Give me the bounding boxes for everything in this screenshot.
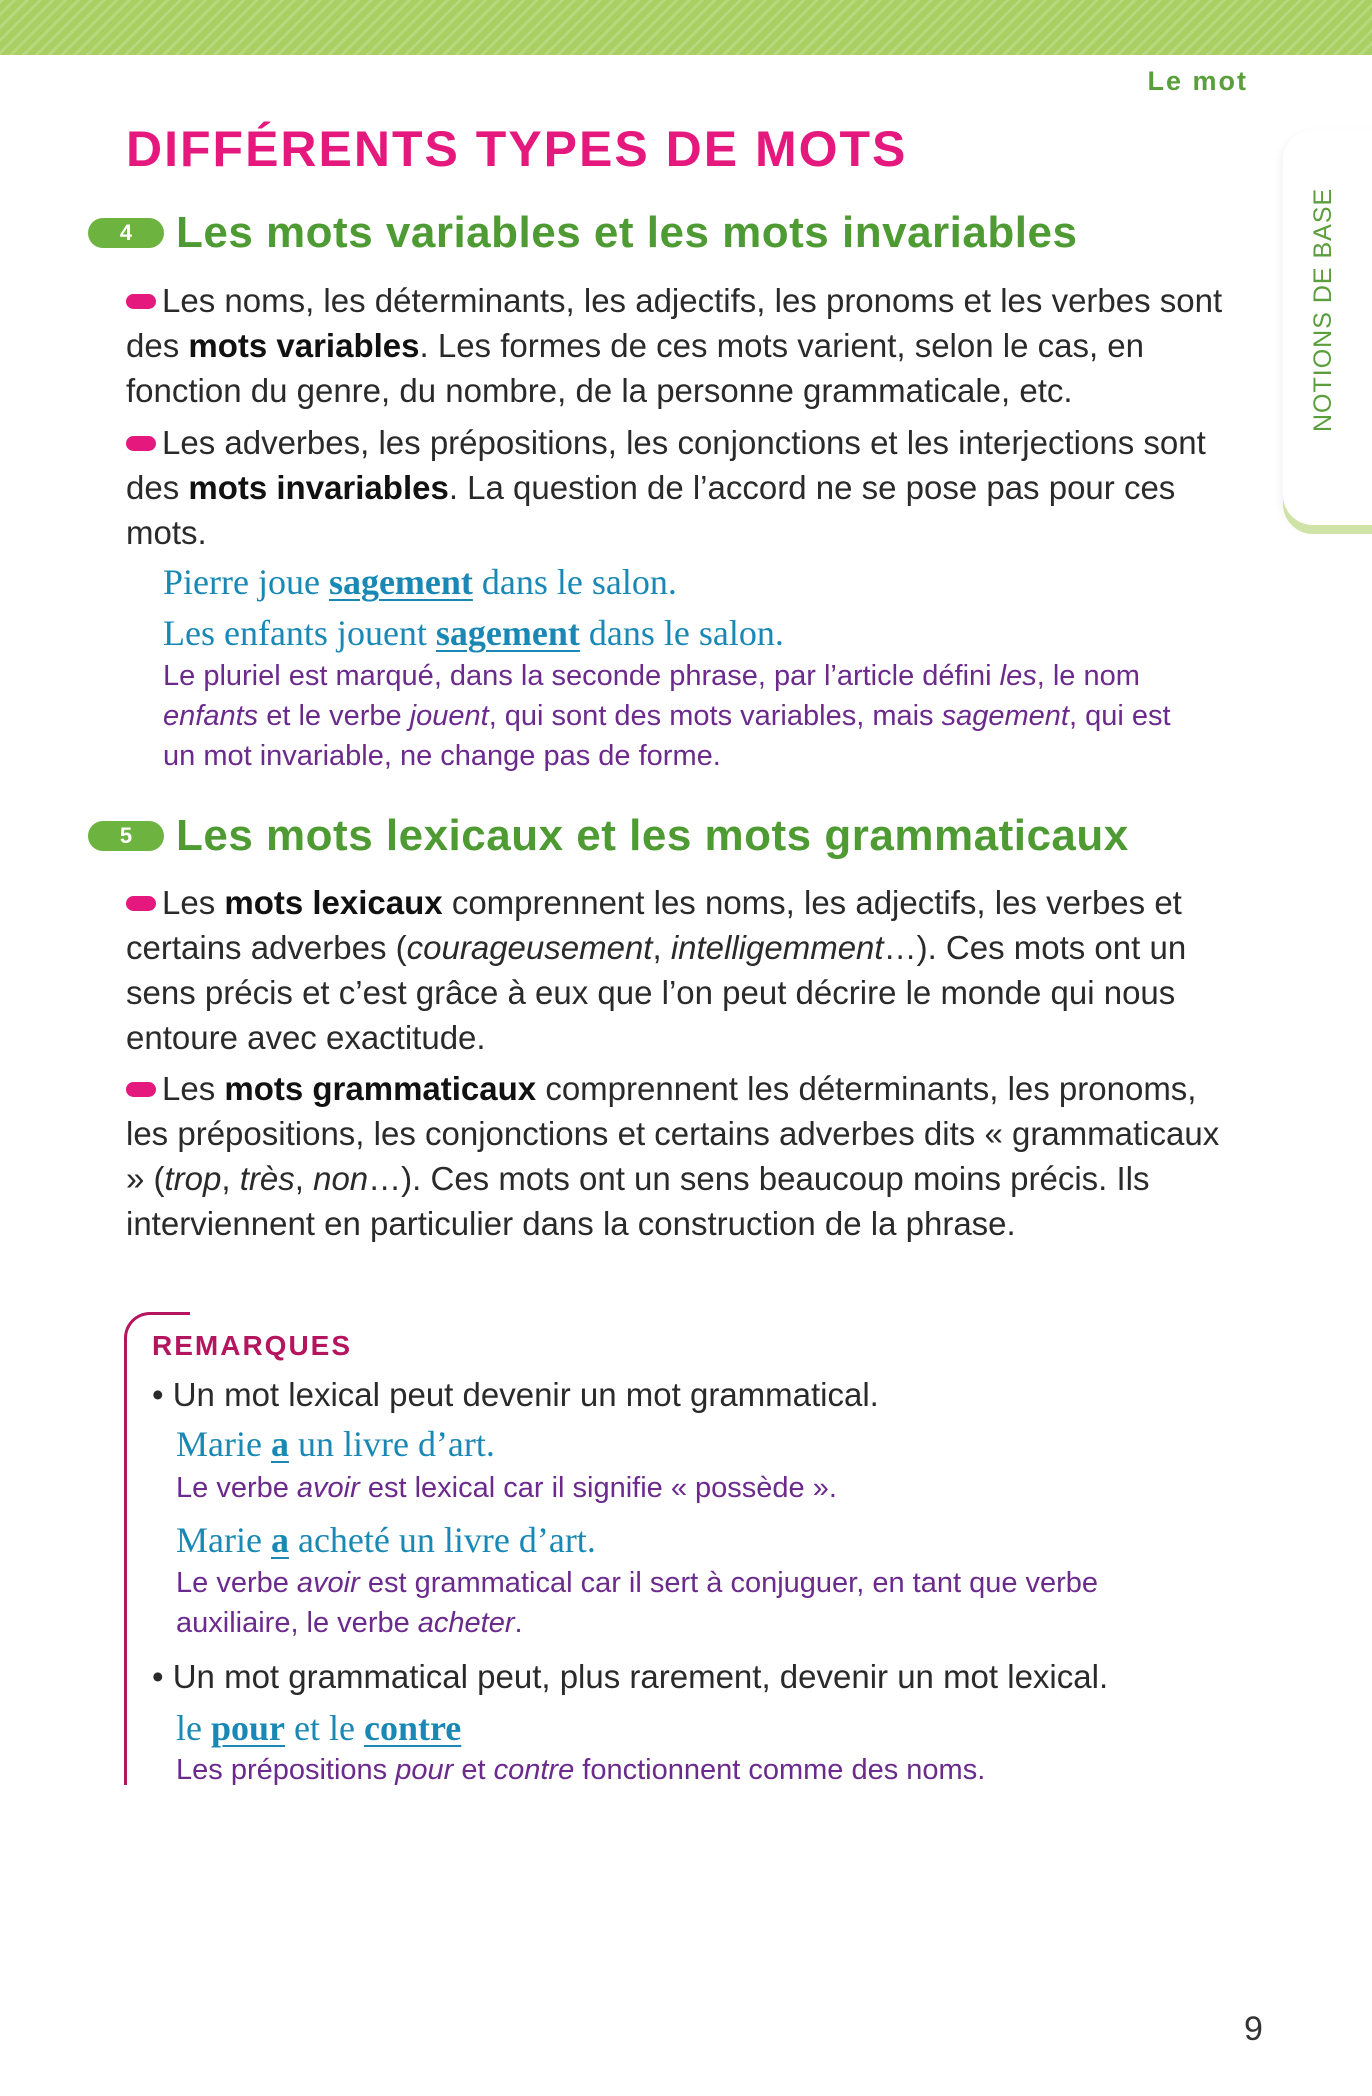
page-title: DIFFÉRENTS TYPES DE MOTS	[126, 121, 908, 177]
remark-point: • Un mot grammatical peut, plus rarement, devenir un mot lexical.	[152, 1658, 1109, 1695]
remark-point: • Un mot lexical peut devenir un mot grammatical.	[152, 1376, 879, 1413]
example-sentence: Les enfants jouent sagement dans le salon.	[163, 613, 784, 653]
paragraph-invariables: Les adverbes, les prépositions, les conjonctions et les interjections sont des mots invariables. La question de l’accord ne se pose pas pour ces mots.	[126, 424, 1206, 551]
example-sentence: Marie a acheté un livre d’art.	[176, 1520, 596, 1560]
bullet-icon	[126, 436, 156, 451]
running-head: Le mot	[1147, 66, 1248, 96]
section-5-heading	[88, 811, 1129, 861]
bullet-icon	[126, 896, 156, 911]
section-number-badge: 5	[88, 821, 164, 851]
paragraph-grammaticaux: Les mots grammaticaux comprennent les déterminants, les pronoms, les prépositions, les conjonctions et certains adverbes dits « grammaticaux » (trop, très, non…). Ces mots ont un sens beaucoup moins précis. Ils interviennent en particulier dans la construction de la phrase.	[126, 1070, 1220, 1242]
example-explanation: Les prépositions pour et contre fonctionnent comme des noms.	[176, 1754, 986, 1786]
example-explanation: Le verbe avoir est lexical car il signifie « possède ».	[176, 1472, 837, 1504]
paragraph-lexicaux: Les mots lexicaux comprennent les noms, les adjectifs, les verbes et certains adverbes (courageusement, intelligemment…). Ces mots ont un sens précis et c’est grâce à eux que l’on peut décrire le monde qui nous entoure avec exactitude.	[126, 884, 1187, 1056]
example-sentence: Marie a un livre d’art.	[176, 1424, 495, 1464]
bullet-icon	[126, 294, 156, 309]
example-sentence: le pour et le contre	[176, 1708, 462, 1748]
paragraph-variables: Les noms, les déterminants, les adjectifs, les pronoms et les verbes sont des mots variables. Les formes de ces mots varient, selon le cas, en fonction du genre, du nombre, de la personne grammaticale, etc.	[126, 282, 1223, 409]
side-tab-label: NOTIONS DE BASE	[1309, 187, 1337, 432]
example-explanation: Le pluriel est marqué, dans la seconde phrase, par l’article défini les, le nom enfants et le verbe jouent, qui sont des mots variables, mais sagement, qui est un mot invariable, ne change pas de forme.	[163, 660, 1171, 772]
example-sentence: Pierre joue sagement dans le salon.	[163, 562, 677, 602]
section-number-badge: 4	[88, 218, 164, 248]
example-explanation: Le verbe avoir est grammatical car il sert à conjuguer, en tant que verbe auxiliaire, le verbe acheter.	[176, 1567, 1099, 1639]
section-title: Les mots lexicaux et les mots grammaticaux	[176, 811, 1129, 860]
remarques-title: REMARQUES	[152, 1330, 353, 1361]
section-title: Les mots variables et les mots invariables	[176, 208, 1078, 257]
bullet-icon	[126, 1082, 156, 1097]
page-number: 9	[1244, 2010, 1263, 2048]
top-color-band	[0, 0, 1372, 55]
section-4-heading	[88, 208, 1077, 258]
